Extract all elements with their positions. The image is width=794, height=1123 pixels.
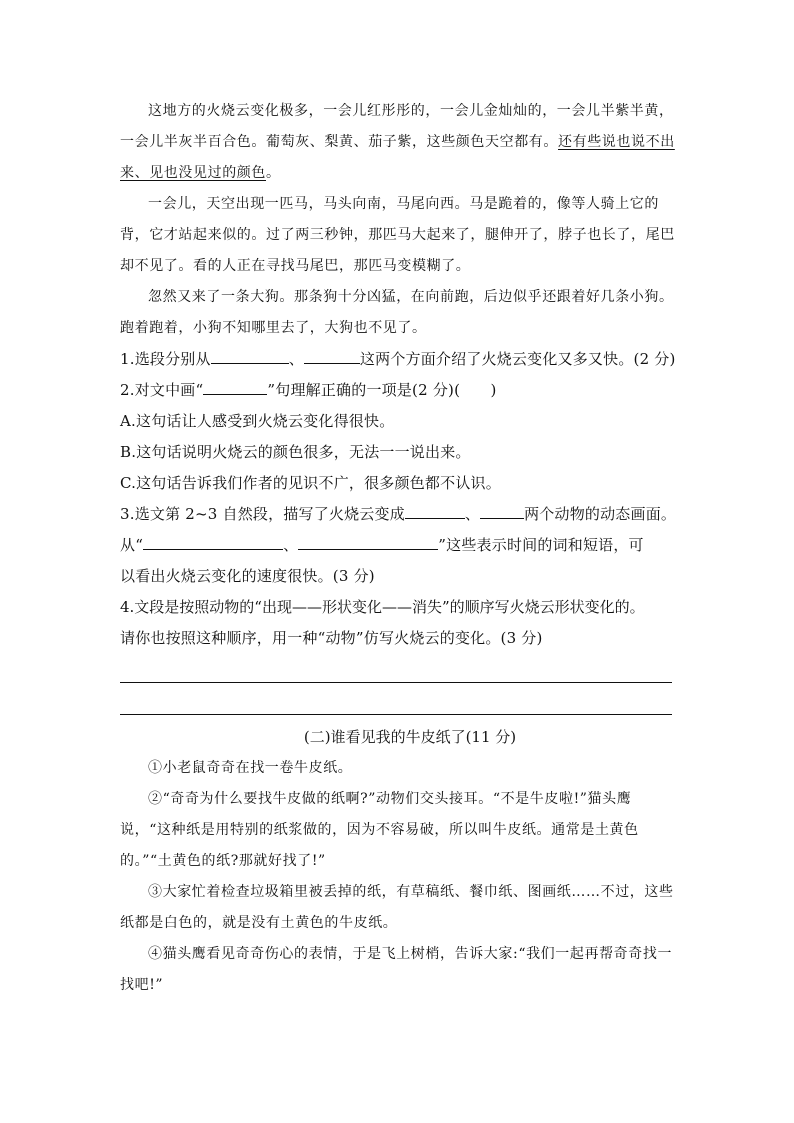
passage-paragraph-1 bbox=[120, 96, 680, 189]
question-1 bbox=[120, 344, 680, 375]
passage-paragraph-3: 忽然又来了一条大狗。那条狗十分凶猛，在向前跑，后边似乎还跟着好几条小狗。跑着跑着，小狗不知哪里去了，大狗也不见了。 bbox=[120, 289, 674, 336]
question-text: 从“ bbox=[120, 536, 144, 554]
question-text: 、 bbox=[464, 505, 481, 523]
question-3-line-2 bbox=[120, 530, 680, 561]
question-2-option-a[interactable]: A.这句话让人感受到火烧云变化得很快。 bbox=[120, 412, 395, 430]
question-text: 、 bbox=[283, 536, 299, 554]
question-2-option-b[interactable]: B.这句话说明火烧云的颜色很多，无法一一说出来。 bbox=[120, 443, 471, 461]
answer-blank[interactable] bbox=[298, 533, 438, 550]
question-text: ”句理解正确的一项是(2 分)( ) bbox=[267, 381, 497, 399]
answer-blank[interactable] bbox=[143, 533, 283, 550]
passage-text: 这地方的火烧云变化极多，一会儿红彤彤的，一会儿金灿灿的，一会儿半紫半黄，一会儿半灰半百合色。葡萄灰、梨黄、茄子紫，这些颜色天空都有。 bbox=[120, 103, 674, 150]
passage-paragraph-2: 一会儿，天空出现一匹马，马头向南，马尾向西。马是跪着的，像等人骑上它的背，它才站起来似的。过了两三秒钟，那匹马大起来了，腿伸开了，脖子也长了，尾巴却不见了。看的人正在寻找马尾巴，那匹马变模糊了。 bbox=[120, 196, 675, 274]
question-2 bbox=[120, 375, 680, 406]
answer-blank[interactable] bbox=[480, 502, 524, 519]
question-text: 3.选文第 2~3 自然段，描写了火烧云变成 bbox=[120, 505, 405, 523]
underlined-sentence: 还有些说也说不出来、见也没见过的颜色 bbox=[120, 134, 675, 181]
question-3 bbox=[120, 499, 680, 530]
question-text: 这两个方面介绍了火烧云变化又多又快。(2 分) bbox=[359, 350, 676, 368]
worksheet-page bbox=[120, 96, 680, 1001]
answer-blank[interactable] bbox=[304, 347, 360, 364]
question-3-line-3: 以看出火烧云变化的速度很快。(3 分) bbox=[120, 567, 375, 585]
story-paragraph-1: ①小老鼠奇奇在找一卷牛皮纸。 bbox=[148, 760, 353, 776]
underline-mark-blank bbox=[203, 378, 267, 395]
question-text: 、 bbox=[288, 350, 304, 368]
question-text: 两个动物的动态画面。 bbox=[524, 505, 677, 523]
question-text: 2.对文中画“ bbox=[120, 381, 204, 399]
question-4-line-2: 请你也按照这种顺序，用一种“动物”仿写火烧云的变化。(3 分) bbox=[120, 629, 543, 647]
question-text: 1.选段分别从 bbox=[120, 350, 211, 368]
answer-blank[interactable] bbox=[211, 347, 289, 364]
answer-blank[interactable] bbox=[405, 502, 465, 519]
story-paragraph-2: ②“奇奇为什么要找牛皮做的纸啊?”动物们交头接耳。“不是牛皮啦!”猫头鹰说，“这种纸是用特别的纸浆做的，因为不容易破，所以叫牛皮纸。通常是土黄色的。”“土黄色的纸?那就好找了!” bbox=[120, 791, 639, 869]
story-paragraph-4: ④猫头鹰看见奇奇伤心的表情，于是飞上树梢，告诉大家:“我们一起再帮奇奇找一找吧!” bbox=[120, 946, 673, 993]
question-4-line-1: 4.文段是按照动物的“出现——形状变化——消失”的顺序写火烧云形状变化的。 bbox=[120, 598, 645, 616]
question-2-option-c[interactable]: C.这句话告诉我们作者的见识不广，很多颜色都不认识。 bbox=[120, 474, 501, 492]
story-paragraph-3: ③大家忙着检查垃圾箱里被丢掉的纸，有草稿纸、餐巾纸、图画纸……不过，这些纸都是白色的，就是没有土黄色的牛皮纸。 bbox=[120, 884, 674, 931]
section-title: (二)谁看见我的牛皮纸了(11 分) bbox=[303, 728, 517, 746]
question-text: ”这些表示时间的词和短语，可 bbox=[438, 536, 644, 554]
passage-text: 。 bbox=[266, 165, 281, 181]
